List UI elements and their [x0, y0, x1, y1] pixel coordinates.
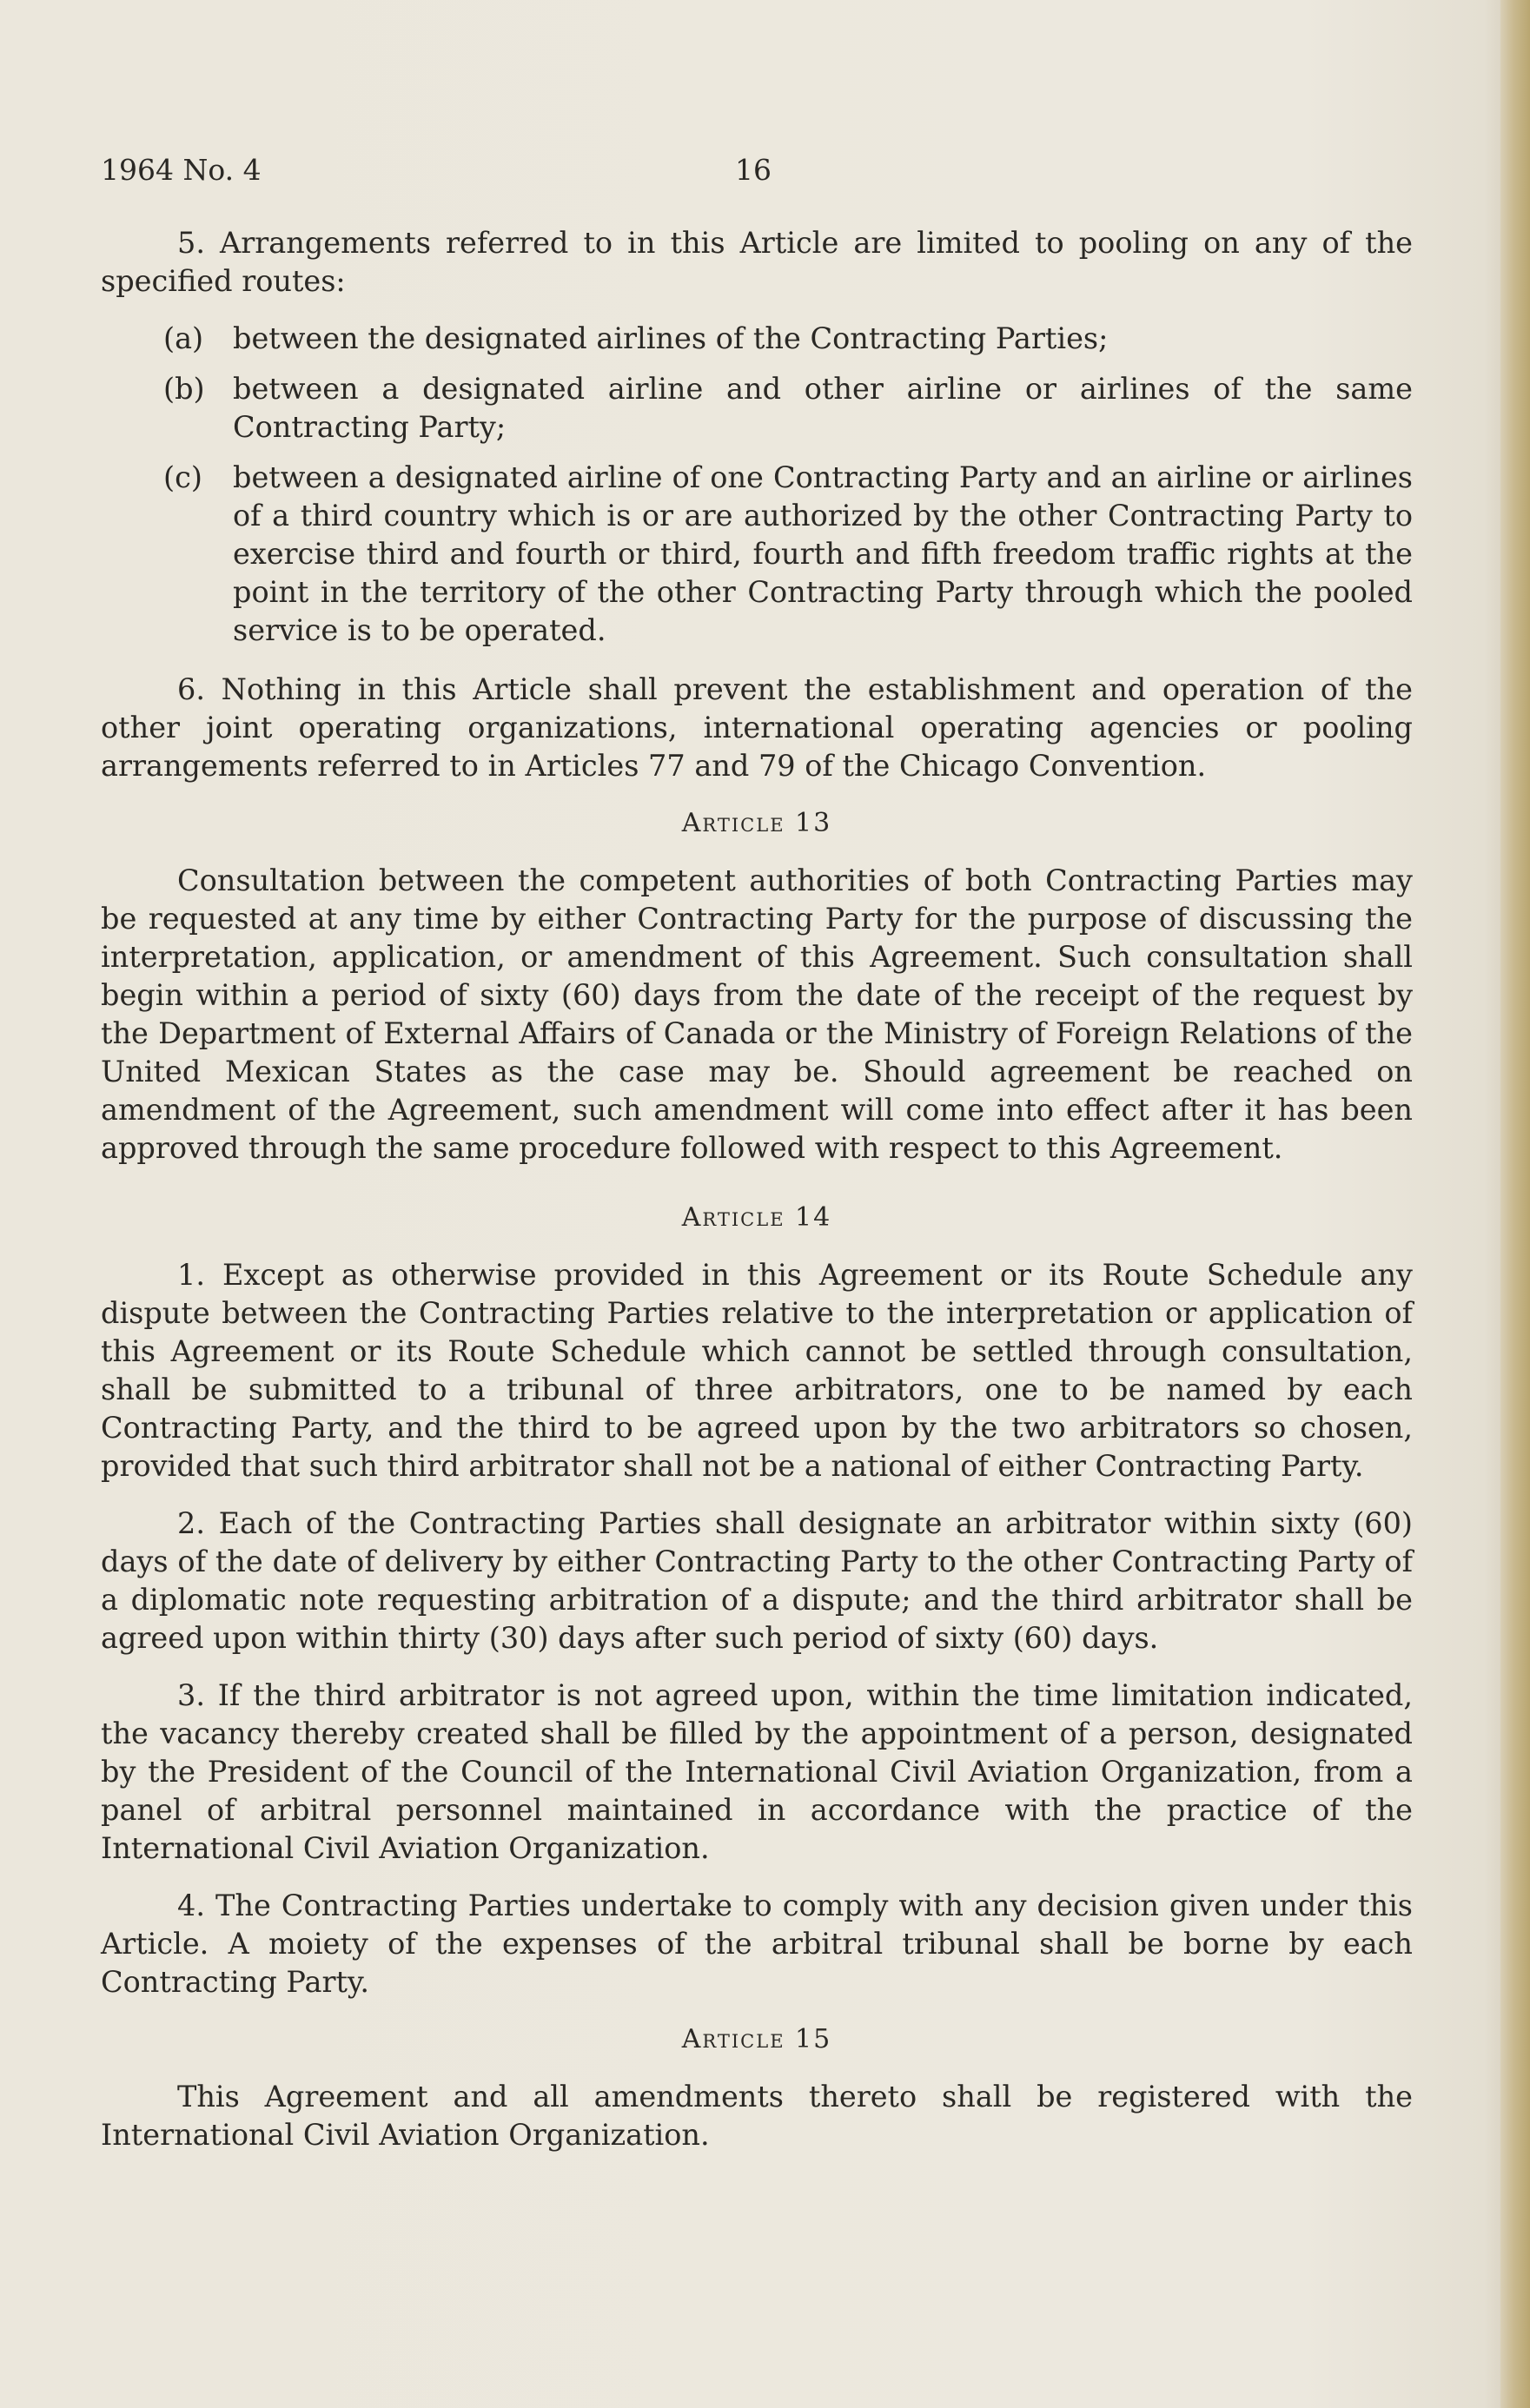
running-head [101, 153, 1421, 196]
list-text-a: between the designated airlines of the Contracting Parties; [233, 321, 1109, 355]
list-item-a [163, 320, 1413, 358]
page-binding-edge [1500, 0, 1530, 2408]
list-text-c: between a designated airline of one Contracting Party and an airline or airlines of a third country which is or are authorized by the other Contracting Party to exercise third and fourth or third, fourth and fifth freedom traffic rights at the point in the territory of the other Contracting Party through which the pooled service is to be operated. [233, 460, 1413, 647]
page-number: 16 [735, 153, 772, 187]
article-15-text: This Agreement and all amendments thereto shall be registered with the International Civil Aviation Organization. [101, 2080, 1413, 2152]
year-number: 1964 No. 4 [101, 153, 262, 187]
list-label-b: (b) [163, 372, 205, 406]
list-label-c: (c) [163, 460, 202, 494]
list-label-a: (a) [163, 321, 204, 355]
article-14-paragraph-4: 4. The Contracting Parties undertake to comply with any decision given under this Article. A moiety of the expenses of the arbitral tribunal shall be borne by each Contracting Party. [101, 1889, 1413, 1999]
article-13-heading: Article 13 [681, 808, 832, 838]
article-13-text: Consultation between the competent authorities of both Contracting Parties may be requested at any time by either Contracting Party for the purpose of discussing the interpretation, application, or amendment of this Agreement. Such consultation shall begin within a period of sixty (60) days from the date of the receipt of the request by the Department of External Affairs of Canada or the Ministry of Foreign Relations of the United Mexican States as the case may be. Should agreement be reached on amendment of the Agreement, such amendment will come into effect after it has been approved through the same procedure followed with respect to this Agreement. [101, 863, 1413, 1165]
article-14-paragraph-3: 3. If the third arbitrator is not agreed upon, within the time limitation indicated, the vacancy thereby created shall be filled by the appointment of a person, designated by the President of the Council of the International Civil Aviation Organization, from a panel of arbitral personnel maintained in accordance with the practice of the International Civil Aviation Organization. [101, 1678, 1413, 1865]
paragraph-6: 6. Nothing in this Article shall prevent the establishment and operation of the other joint operating organizations, international operating agencies or pooling arrangements referred to in Articles 77 and 79 of the Chicago Convention. [101, 672, 1413, 783]
article-14-paragraph-2: 2. Each of the Contracting Parties shall designate an arbitrator within sixty (60) days of the date of delivery by either Contracting Party to the other Contracting Party of a diplomatic note requesting arbitration of a dispute; and the third arbitrator shall be agreed upon within thirty (30) days after such period of sixty (60) days. [101, 1506, 1413, 1655]
article-14-paragraph-1: 1. Except as otherwise provided in this Agreement or its Route Schedule any dispute between the Contracting Parties relative to the interpretation or application of this Agreement or its Route Schedule which cannot be settled through consultation, shall be submitted to a tribunal of three arbitrators, one to be named by each Contracting Party, and the third to be agreed upon by the two arbitrators so chosen, provided that such third arbitrator shall not be a national of either Contracting Party. [101, 1258, 1413, 1483]
list-item-c [163, 459, 1413, 650]
list-text-b: between a designated airline and other airline or airlines of the same Contracting Party; [233, 372, 1413, 444]
article-14-heading: Article 14 [681, 1202, 832, 1233]
list-item-b [163, 370, 1413, 447]
document-body [101, 224, 1413, 2173]
article-15-heading: Article 15 [681, 2024, 832, 2054]
paragraph-5-intro: 5. Arrangements referred to in this Article are limited to pooling on any of the specified routes: [101, 226, 1413, 298]
